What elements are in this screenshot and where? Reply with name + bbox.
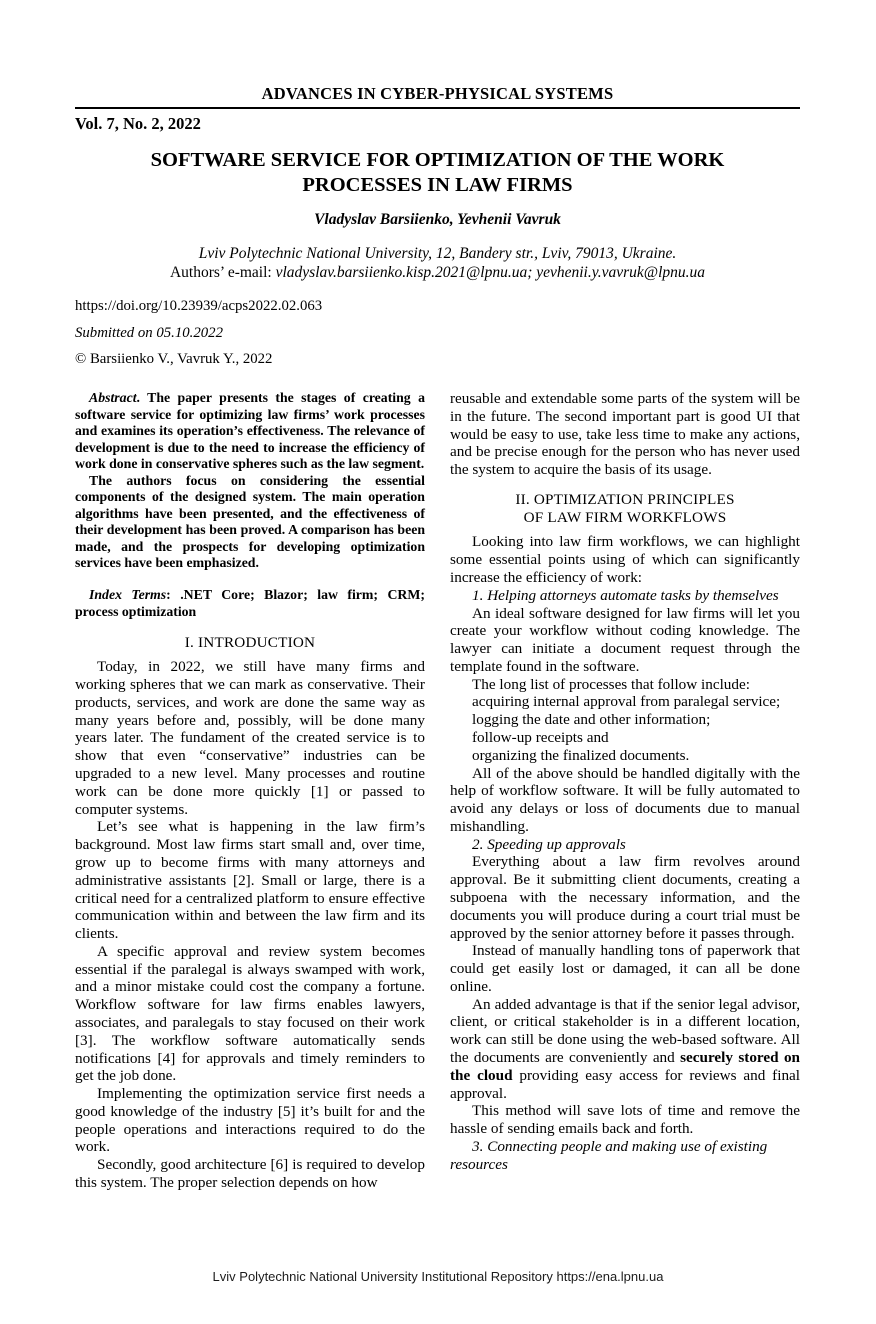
optimization-paragraph-6-post: providing easy access for reviews and final approval. (450, 1066, 800, 1102)
process-list-item-1: acquiring internal approval from paralegal service; (472, 693, 781, 711)
volume-issue-line: Vol. 7, No. 2, 2022 (75, 114, 201, 133)
footer-repository-line: Lviv Polytechnic National University Institutional Repository https://ena.lpnu.ua (212, 1269, 664, 1284)
page-content (0, 84, 876, 1192)
optimization-paragraph-5: Instead of manually handling tons of paperwork that could get easily lost or damaged, it can all be done online. (450, 942, 800, 995)
paper-title: SOFTWARE SERVICE FOR OPTIMIZATION OF THE WORK PROCESSES IN LAW FIRMS (150, 149, 725, 196)
optimization-paragraph-3: All of the above should be handled digitally with the help of workflow software. It will be fully automated to avoid any delays or loss of documents due to manual mishandling. (450, 764, 800, 835)
abstract-label: Abstract (89, 390, 137, 405)
intro-paragraph-5: Secondly, good architecture [6] is required to develop this system. The proper selection depends on how (75, 1156, 425, 1191)
email-line (75, 263, 800, 282)
abstract-label-separator: . (136, 390, 148, 405)
optimization-paragraph-6-pre: An added advantage is that if the senior legal advisor, client, or critical stakeholder is in a different location, work can still be done using the web-based software. All the documents are conveniently and (450, 995, 800, 1067)
doi-text: https://doi.org/10.23939/acps2022.02.063 (75, 297, 323, 314)
abstract-text-1: The paper presents the stages of creating a software service for optimizing law firms’ work processes and examines its operation’s effectiveness. The relevance of development is due to the need to increase the efficiency of work done in conservative spheres such as the law segment. (75, 390, 426, 472)
two-column-body (75, 390, 800, 1192)
index-terms-paragraph (75, 587, 425, 620)
optimization-paragraph-6 (450, 996, 800, 1103)
intro-paragraph-4: Implementing the optimization service first needs a good knowledge of the industry [5] it’s built for and the people operations and interactions required to do the work. (75, 1085, 425, 1156)
right-column (450, 390, 800, 1192)
section-heading-optimization-line1: II. OPTIMIZATION PRINCIPLES (515, 490, 735, 508)
left-column (75, 390, 425, 1192)
affiliation-line: Lviv Polytechnic National University, 12, Bandery str., Lviv, 79013, Ukraine. (198, 245, 677, 262)
section-heading-optimization-line2: OF LAW FIRM WORKFLOWS (523, 509, 727, 527)
intro-paragraph-1: Today, in 2022, we still have many firms and working spheres that we can mark as conservative. Their products, services, and work are done the same way as many years before and, possibly, will be done many years later. The fundament of the created service is to show that even “conservative” industries can be upgraded to a new level. Many processes and routine work can be done more quickly [1] or passed to computer systems. (75, 658, 425, 818)
authors-line: Vladyslav Barsiienko, Yevhenii Vavruk (314, 211, 561, 228)
index-terms-text: : .NET Core; Blazor; law firm; CRM; process optimization (75, 587, 425, 619)
email-separator: : (267, 264, 276, 282)
process-list-item-2: logging the date and other information; (472, 711, 711, 729)
optimization-item-3: 3. Connecting people and making use of existing resources (450, 1137, 768, 1173)
optimization-body (450, 390, 800, 1174)
optimization-intro-paragraph: Looking into law firm workflows, we can highlight some essential points using of which can significantly increase the efficiency of work: (450, 533, 800, 586)
section-heading-introduction: I. INTRODUCTION (184, 634, 316, 652)
header-rule-divider (75, 107, 800, 109)
journal-header: ADVANCES IN CYBER-PHYSICAL SYSTEMS (261, 84, 614, 103)
optimization-item-2: 2. Speeding up approvals (472, 835, 626, 853)
cloud-storage-bold-phrase: securely stored on the cloud (450, 1049, 800, 1084)
email-label: Authors’ e-mail (169, 264, 268, 282)
abstract-paragraph-2: The authors focus on considering the essential components of the designed system. The main operation algorithms have been presented, and the effectiveness of their development has been proved. A comparison has been made, and the prospects for developing optimization services have been emphasized. (75, 472, 425, 571)
optimization-item-1: 1. Helping attorneys automate tasks by themselves (472, 586, 779, 604)
optimization-paragraph-7: This method will save lots of time and remove the hassle of sending emails back and forth. (450, 1102, 800, 1138)
copyright-notice: © Barsiienko V., Vavruk Y., 2022 (75, 351, 273, 368)
email-addresses: vladyslav.barsiienko.kisp.2021@lpnu.ua; yevhenii.y.vavruk@lpnu.ua (275, 264, 705, 282)
introduction-body (75, 658, 425, 1191)
optimization-paragraph-2: The long list of processes that follow include: (472, 675, 750, 693)
carryover-paragraph: reusable and extendable some parts of the system will be in the future. The second important part is good UI that would be easy to use, take less time to make any actions, and be precise enough for the person who has never used the system to acquire the basis of its usage. (450, 390, 800, 479)
intro-paragraph-2: Let’s see what is happening in the law firm’s background. Most law firms start small and, over time, grow up to become firms with many attorneys and administrative assistants [2]. Small or large, there is a critical need for a centralized platform to ensure effective communication within and between the law firm and its clients. (75, 818, 425, 943)
section-heading-optimization (450, 491, 800, 527)
abstract-paragraph-1 (75, 390, 425, 473)
abstract-section (75, 390, 425, 620)
intro-paragraph-3: A specific approval and review system becomes essential if the paralegal is always swamped with work, and a minor mistake could cost the company a fortune. Workflow software for law firms enables lawyers, associates, and paralegals to stay focused on their work [3]. The workflow software automatically sends notifications [4] for approvals and timely reminders to get the job done. (75, 942, 425, 1085)
process-list-item-3: follow-up receipts and (472, 728, 609, 746)
index-terms-label: Index Terms (89, 587, 167, 603)
optimization-paragraph-1: An ideal software designed for law firms will let you create your workflow without coding knowledge. The lawyer can initiate a document request through the template found in the software. (450, 604, 800, 675)
optimization-paragraph-4: Everything about a law firm revolves around approval. Be it submitting client documents, creating a subpoena with the necessary information, and the documents you will produce during a court trial must be approved by the senior attorney before it passes through. (450, 853, 800, 942)
submitted-date-line: Submitted on 05.10.2022 (75, 324, 223, 341)
process-list-item-4: organizing the finalized documents. (472, 746, 690, 764)
